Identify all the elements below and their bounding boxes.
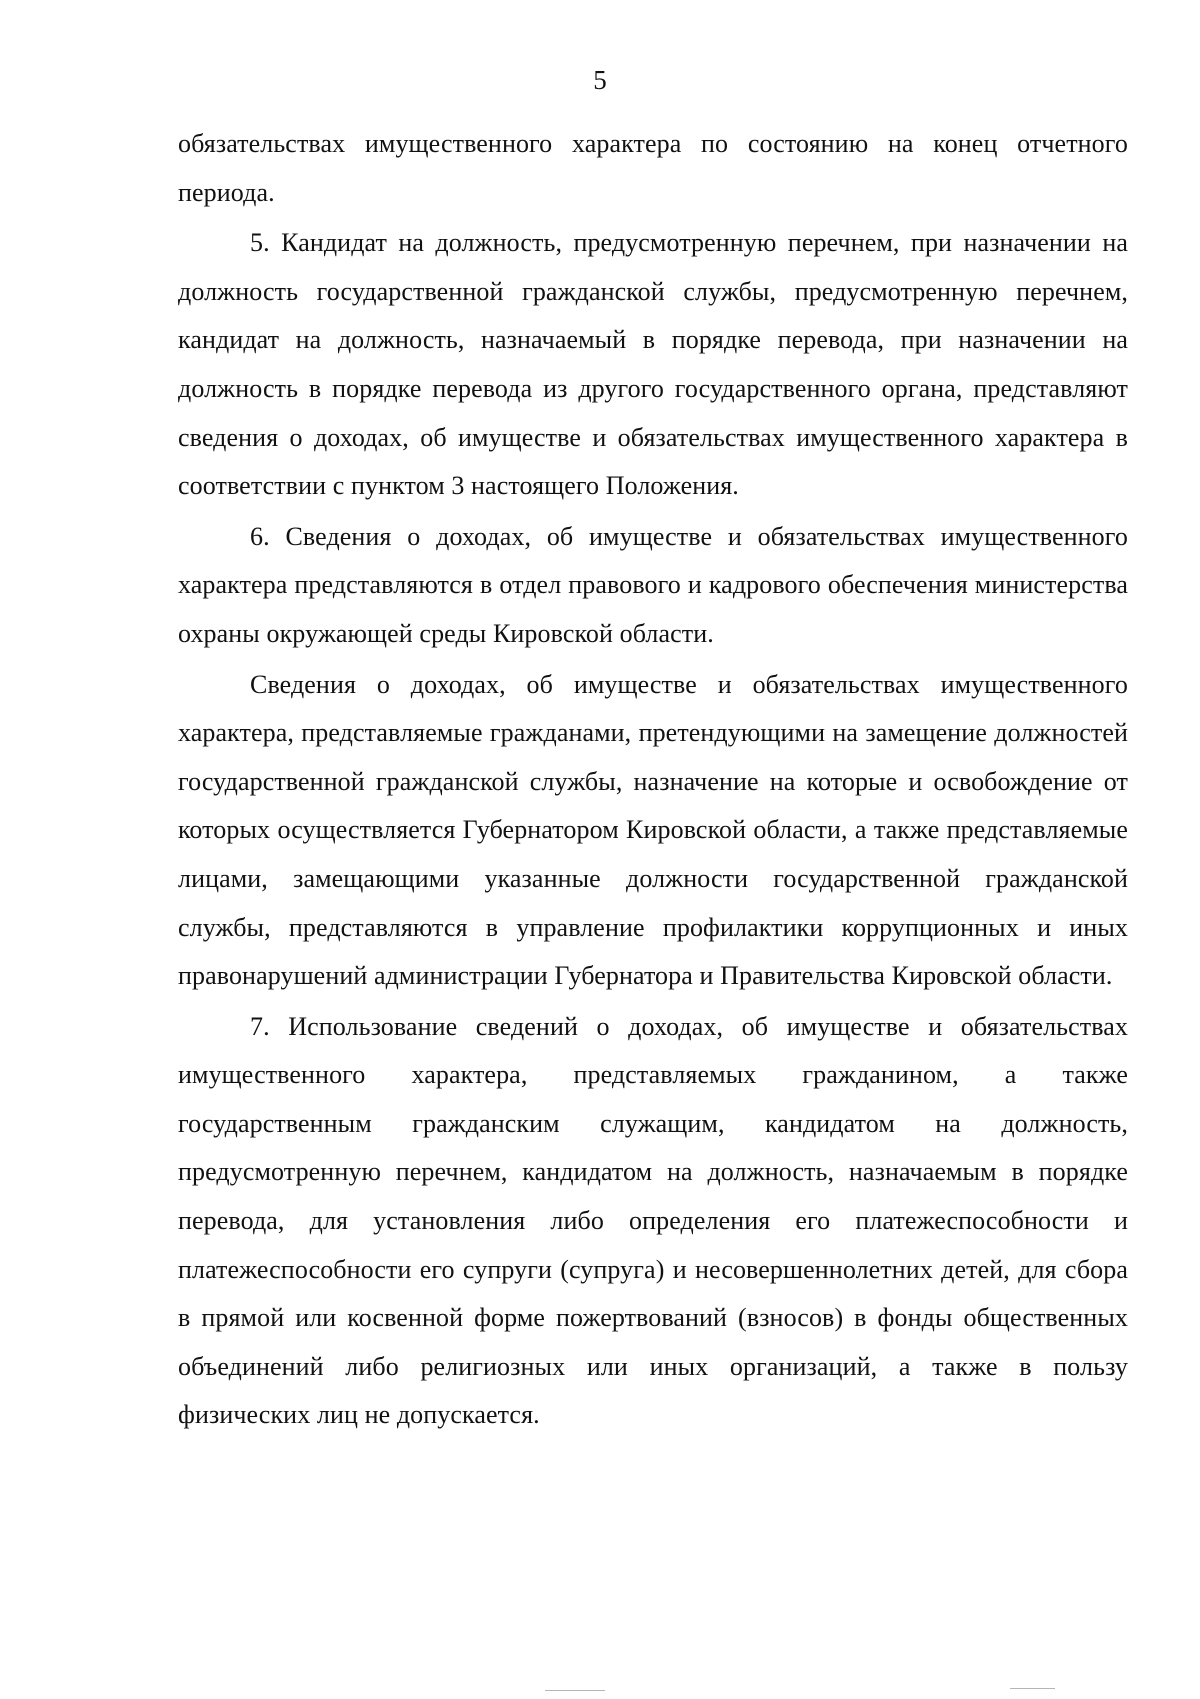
- document-body: [178, 120, 1128, 1440]
- page-number: 5: [593, 65, 607, 95]
- paragraph-continuation: обязательствах имущественного характера по состоянию на конец отчетного периода.: [178, 129, 1128, 207]
- paragraph-item-6: 6. Сведения о доходах, об имуществе и обязательствах имущественного характера представляются в отдел правового и кадрового обеспечения министерства охраны окружающей среды Кировской области.: [178, 521, 1128, 648]
- paragraph-item-6-continuation: Сведения о доходах, об имуществе и обязательствах имущественного характера, представляемые гражданами, претендующими на замещение должностей государственной гражданской службы, назначение на которые и освобождение от которых осуществляется Губернатором Кировской области, а также представляемые лицами, замещающими указанные должности государственной гражданской службы, представляются в управление профилактики коррупционных и иных правонарушений администрации Губернатора и Правительства Кировской области.: [178, 669, 1128, 991]
- paragraph-item-5: 5. Кандидат на должность, предусмотренную перечнем, при назначении на должность государственной гражданской службы, предусмотренную перечнем, кандидат на должность, назначаемый в порядке перевода, при назначении на должность в порядке перевода из другого государственного органа, представляют сведения о доходах, об имуществе и обязательствах имущественного характера в соответствии с пунктом 3 настоящего Положения.: [178, 228, 1128, 501]
- paragraph-item-7: 7. Использование сведений о доходах, об имуществе и обязательствах имущественного характера, представляемых гражданином, а также государственным гражданским служащим, кандидатом на должность, предусмотренную перечнем, кандидатом на должность, назначаемым в порядке перевода, для установления либо определения его платежеспособности и платежеспособности его супруги (супруга) и несовершеннолетних детей, для сбора в прямой или косвенной форме пожертвований (взносов) в фонды общественных объединений либо религиозных или иных организаций, а также в пользу физических лиц не допускается.: [178, 1011, 1128, 1430]
- scan-artifact-line-right: [1010, 1688, 1055, 1689]
- scan-artifact-line-left: [545, 1690, 605, 1691]
